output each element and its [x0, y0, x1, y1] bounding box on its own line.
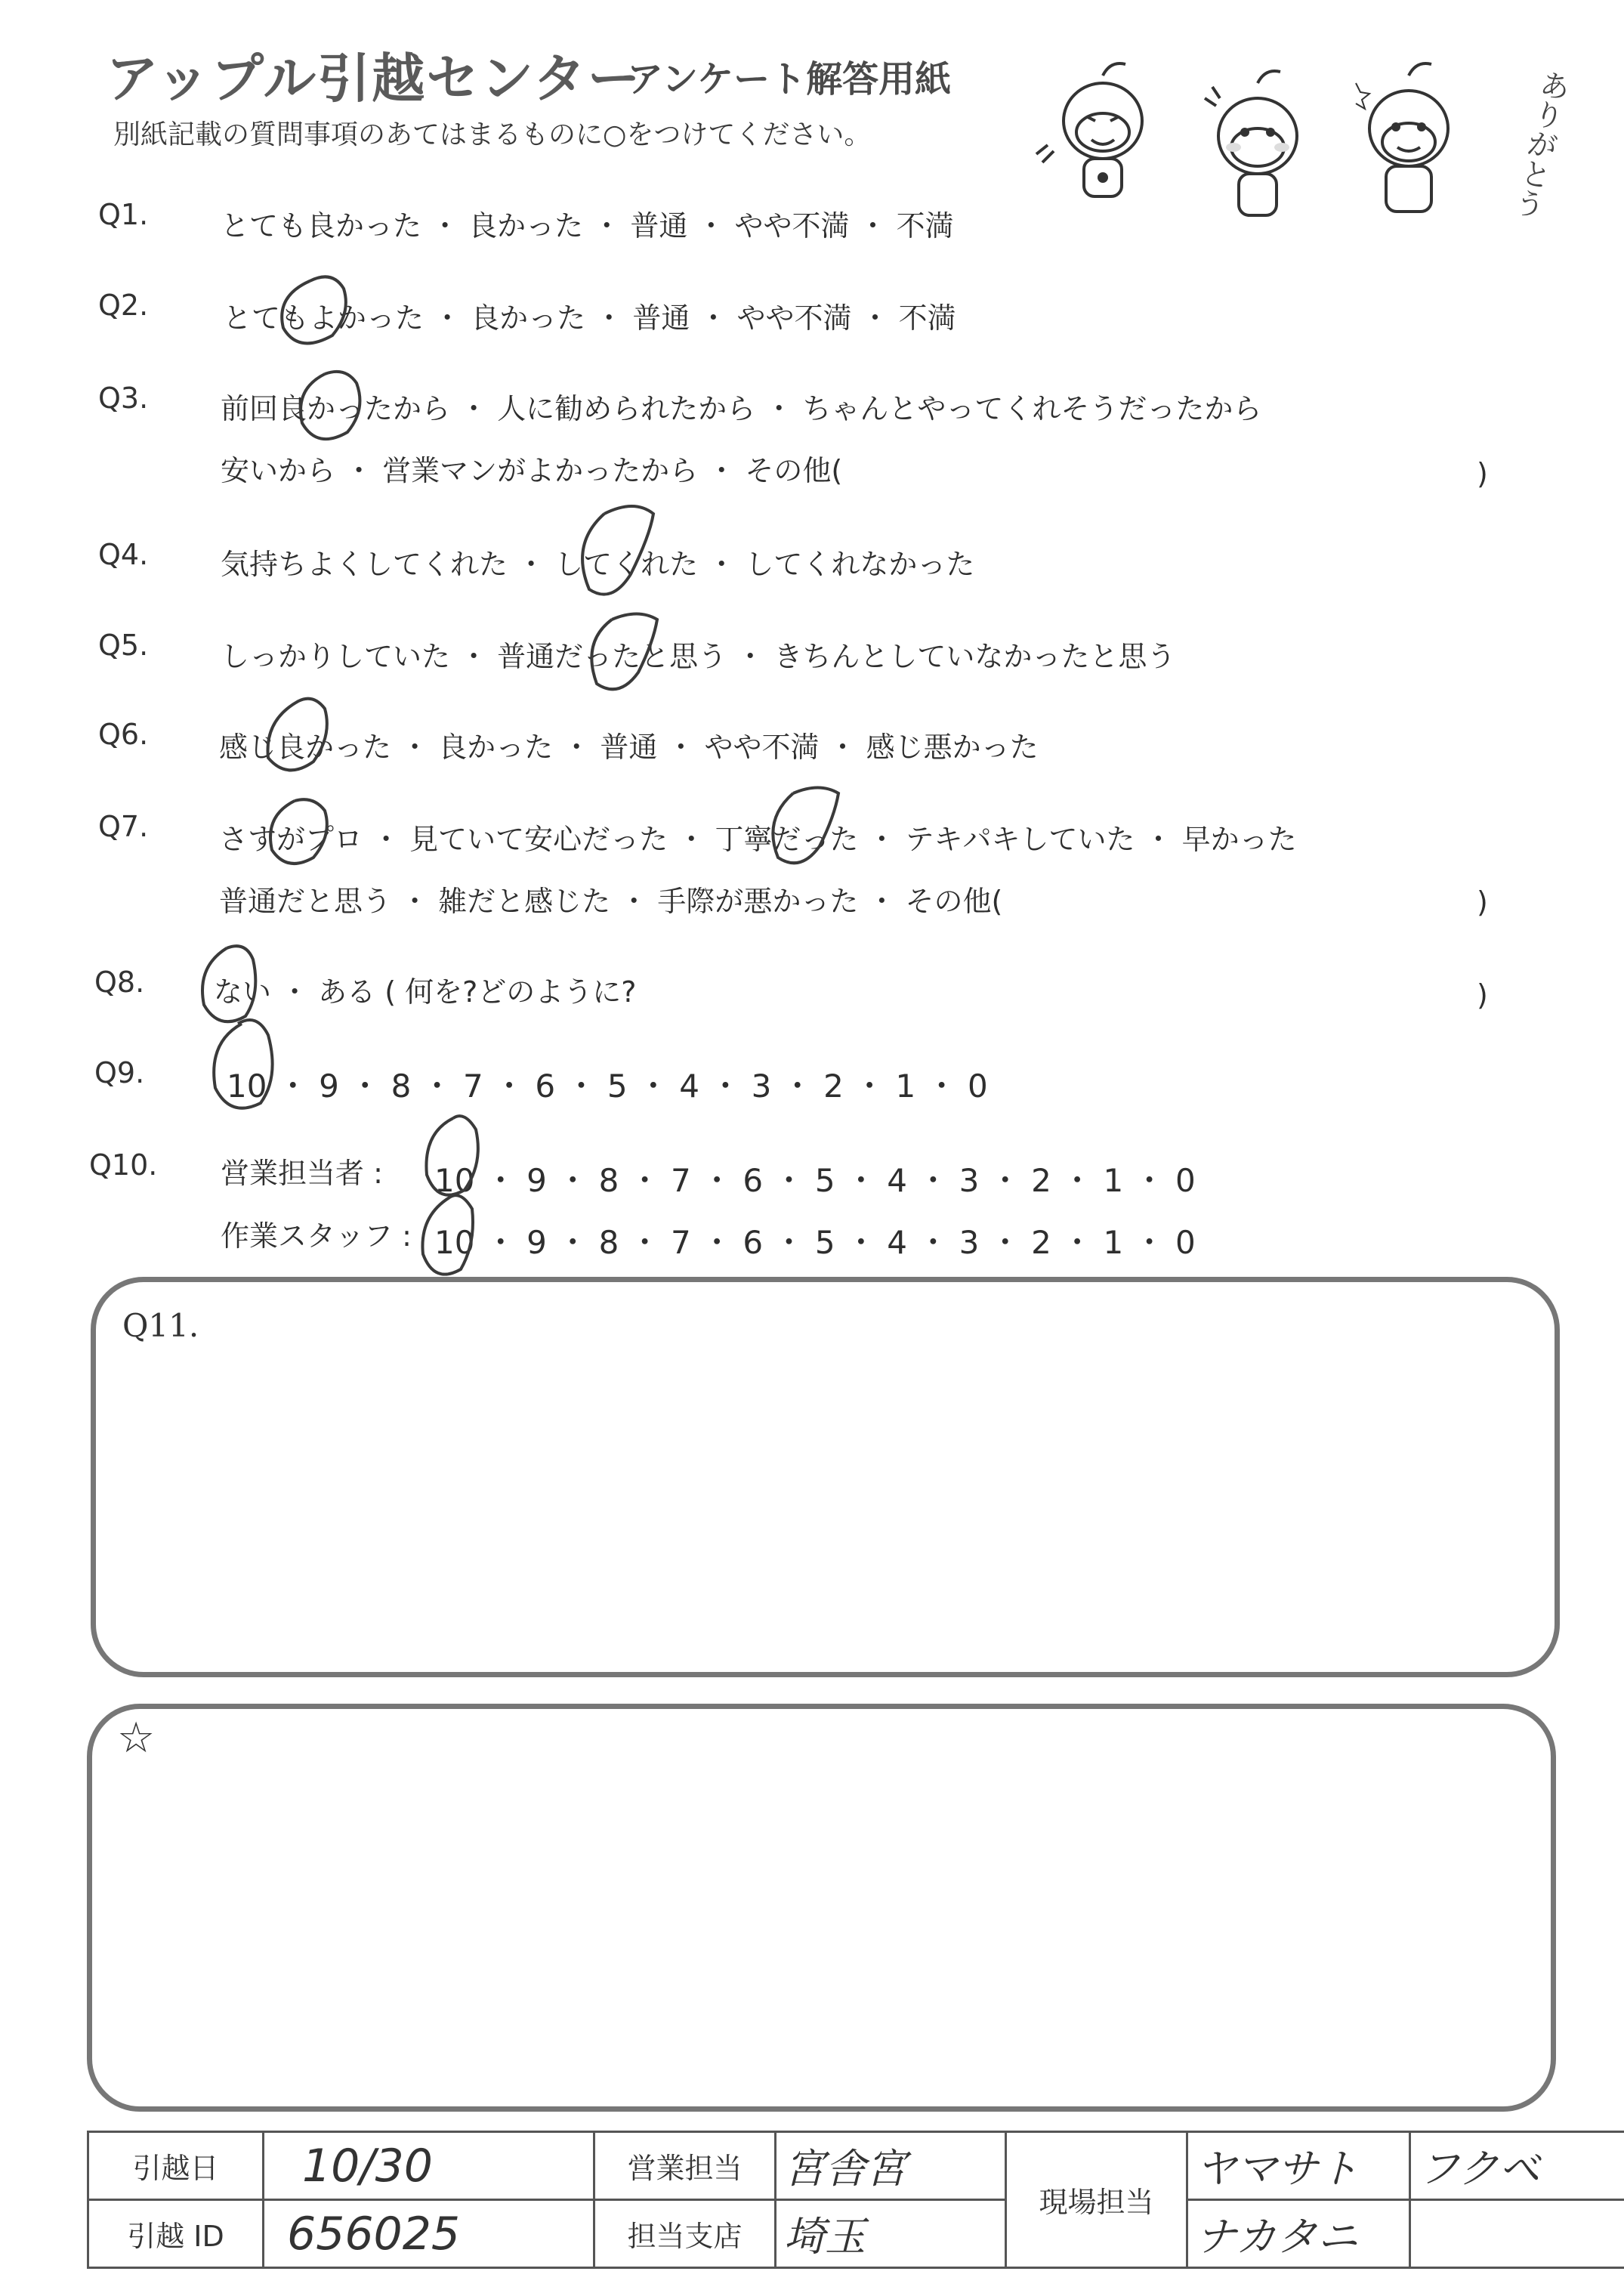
q2-label: Q2.: [98, 289, 149, 322]
q4-label: Q4.: [98, 538, 149, 571]
q11-label: Q11.: [122, 1307, 199, 1344]
field-staff-cell-4[interactable]: [1410, 2200, 1624, 2268]
field-staff-name-1: ヤマサト: [1196, 2145, 1359, 2193]
q5-label: Q5.: [98, 629, 149, 662]
q10-staff-scale[interactable]: 10 ・ 9 ・ 8 ・ 7 ・ 6 ・ 5 ・ 4 ・ 3 ・ 2 ・ 1 ・ 0: [434, 1224, 1196, 1261]
field-staff-name-2: フクベ: [1419, 2145, 1540, 2193]
thanks-text: ありがとう: [1507, 66, 1573, 222]
q3-options-line2[interactable]: 安いから ・ 営業マンがよかったから ・ その他(: [221, 454, 843, 487]
q7-options-line1[interactable]: さすがプロ ・ 見ていて安心だった ・ 丁寧だった ・ テキパキしていた ・ 早かった: [219, 823, 1297, 856]
move-id-value[interactable]: [264, 2200, 594, 2268]
move-date-value[interactable]: [264, 2132, 594, 2200]
q4-options[interactable]: 気持ちよくしてくれた ・ してくれた ・ してくれなかった: [221, 548, 975, 581]
q2-options[interactable]: とてもよかった ・ 良かった ・ 普通 ・ やや不満 ・ 不満: [223, 301, 956, 335]
q5-options[interactable]: しっかりしていた ・ 普通だったと思う ・ きちんとしていなかったと思う: [221, 640, 1176, 673]
q1-label: Q1.: [98, 198, 149, 231]
form-title: アップル引越センター: [106, 48, 642, 110]
field-staff-cell-2[interactable]: [1410, 2132, 1624, 2200]
branch-value[interactable]: [776, 2200, 1006, 2268]
q3-close-paren: ): [1477, 457, 1488, 490]
q7-options-line2[interactable]: 普通だと思う ・ 雑だと感じた ・ 手際が悪かった ・ その他(: [219, 885, 1003, 918]
field-staff-name-3: ナカタニ: [1196, 2213, 1358, 2261]
q10-sales-scale[interactable]: 10 ・ 9 ・ 8 ・ 7 ・ 6 ・ 5 ・ 4 ・ 3 ・ 2 ・ 1 ・ 0: [434, 1162, 1196, 1199]
field-staff-cell-3[interactable]: [1187, 2200, 1410, 2268]
star-comment-box[interactable]: [87, 1704, 1556, 2112]
sales-rep-handwritten: 宮舎宮: [784, 2145, 906, 2193]
q8-label: Q8.: [94, 966, 145, 999]
q7-close-paren: ): [1477, 885, 1488, 919]
q6-options[interactable]: 感じ良かった ・ 良かった ・ 普通 ・ やや不満 ・ 感じ悪かった: [219, 731, 1039, 764]
move-id-handwritten: 656025: [287, 2207, 461, 2261]
star-icon: ☆: [117, 1714, 156, 1763]
monkey-laughing-icon: [1036, 63, 1142, 196]
branch-handwritten: 埼玉: [784, 2213, 866, 2261]
move-id-label: 引越 ID: [88, 2200, 264, 2268]
field-staff-cell-1[interactable]: [1187, 2132, 1410, 2200]
sales-rep-label: 営業担当: [594, 2132, 776, 2200]
q10-label: Q10.: [89, 1148, 158, 1182]
q11-comment-box[interactable]: [91, 1277, 1560, 1677]
footer-info-table: [87, 2131, 1624, 2269]
move-date-label: 引越日: [88, 2132, 264, 2200]
branch-label: 担当支店: [594, 2200, 776, 2268]
move-date-handwritten: 10/30: [302, 2139, 433, 2193]
q10-sales-label: 営業担当者 :: [221, 1157, 383, 1190]
sales-rep-value[interactable]: [776, 2132, 1006, 2200]
q7-label: Q7.: [98, 810, 149, 843]
form-subtitle: アンケート解答用紙: [627, 58, 952, 100]
instruction-text: 別紙記載の質問事項のあてはまるものに○をつけてください。: [113, 119, 872, 150]
q1-options[interactable]: とても良かった ・ 良かった ・ 普通 ・ やや不満 ・ 不満: [221, 209, 954, 243]
q3-label: Q3.: [98, 382, 149, 415]
monkey-blushing-icon: [1205, 71, 1297, 215]
monkey-mascots-illustration: [1031, 53, 1545, 257]
monkey-bowing-icon: [1356, 63, 1448, 212]
q10-staff-label: 作業スタッフ :: [221, 1219, 412, 1253]
q6-label: Q6.: [98, 718, 149, 751]
q8-close-paren: ): [1477, 978, 1488, 1012]
q9-label: Q9.: [94, 1056, 145, 1089]
field-staff-label: 現場担当: [1006, 2132, 1187, 2268]
q8-options[interactable]: ない ・ ある ( 何を?どのように?: [214, 975, 637, 1009]
q9-scale[interactable]: 10 ・ 9 ・ 8 ・ 7 ・ 6 ・ 5 ・ 4 ・ 3 ・ 2 ・ 1 ・ 0: [227, 1068, 988, 1105]
q3-options-line1[interactable]: 前回良かったから ・ 人に勧められたから ・ ちゃんとやってくれそうだったから: [221, 392, 1262, 425]
